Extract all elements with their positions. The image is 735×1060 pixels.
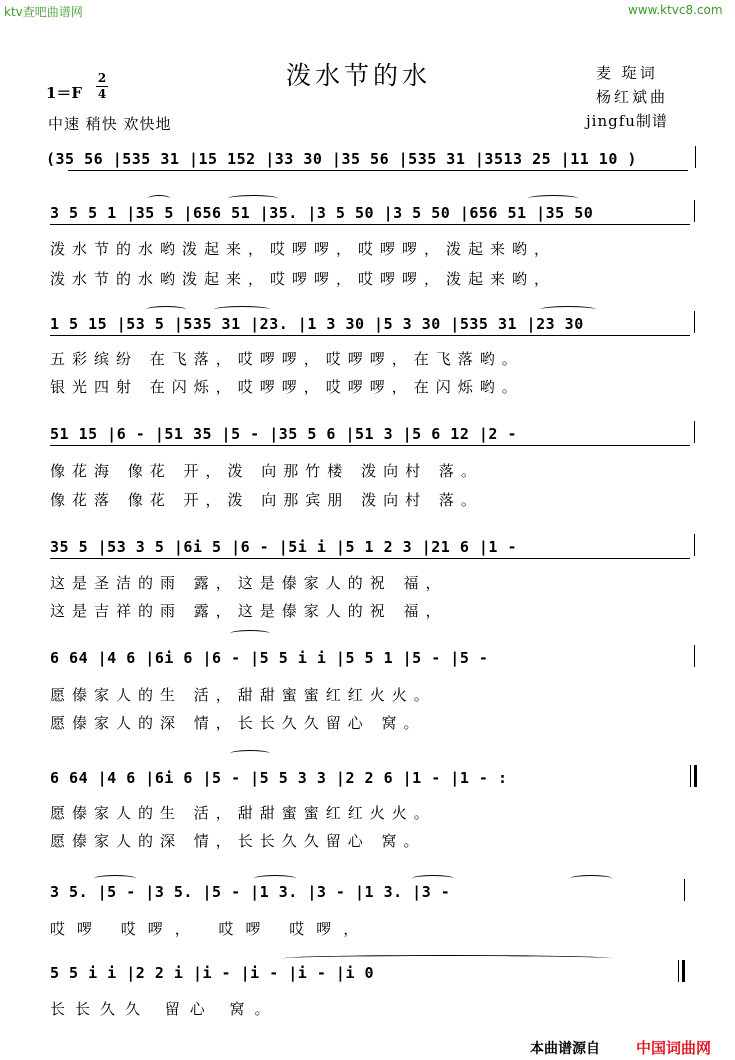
slur <box>230 750 270 757</box>
system-4-lyric-1: 这是圣洁的雨 露，这是傣家人的祝 福， <box>50 574 448 592</box>
system-2-lyric-2: 银光四射 在闪烁，哎啰啰，哎啰啰，在闪烁哟。 <box>50 378 524 396</box>
system-4-end-barline <box>694 534 695 556</box>
slur <box>254 875 296 882</box>
footer-source-label: 本曲谱源自 <box>530 1041 600 1057</box>
time-signature-denominator: 4 <box>97 87 107 101</box>
slur <box>228 195 278 202</box>
system-5-lyric-1: 愿傣家人的生 活，甜甜蜜蜜红红火火。 <box>50 686 436 704</box>
lyricist-credit: 麦 琁词 <box>596 64 658 82</box>
system-6-lyric-1: 愿傣家人的生 活，甜甜蜜蜜红红火火。 <box>50 804 436 822</box>
system-8-final-thin-barline <box>678 960 679 982</box>
song-title: 泼水节的水 <box>286 61 432 90</box>
intro-notes: (35 56 |535 31 |15 152 |33 30 |35 56 |535 31 |3513 25 |11 10 ) <box>46 150 637 168</box>
system-2-notes: 1 5 15 |53 5 |535 31 |23. |1 3 30 |5 3 30 |535 31 |23 30 <box>50 315 584 333</box>
slur <box>540 306 596 313</box>
system-2-rhythm-underline <box>50 335 690 336</box>
intro-end-barline <box>695 146 696 168</box>
system-3-lyric-2: 像花落 像花 开，泼 向那宾朋 泼向村 落。 <box>50 491 483 509</box>
slur <box>214 306 270 313</box>
time-signature-numerator: 2 <box>97 71 107 85</box>
system-5-lyric-2: 愿傣家人的深 情，长长久久留心 窝。 <box>50 714 426 732</box>
system-1-rhythm-underline <box>50 224 690 225</box>
system-3-rhythm-underline <box>50 445 690 446</box>
system-5-end-barline <box>694 645 695 667</box>
slur <box>282 955 612 962</box>
system-8-notes: 5 5 i i |2 2 i |i - |i - |i - |i 0 <box>50 964 375 982</box>
footer-site-name: 中国词曲网 <box>636 1039 712 1057</box>
slur <box>528 195 578 202</box>
slur <box>148 195 170 202</box>
system-3-lyric-1: 像花海 像花 开，泼 向那竹楼 泼向村 落。 <box>50 462 483 480</box>
system-3-end-barline <box>694 421 695 443</box>
slur <box>412 875 454 882</box>
system-1-lyric-1: 泼水节的水哟泼起来，哎啰啰，哎啰啰，泼起来哟， <box>50 240 557 258</box>
system-4-notes: 35 5 |53 3 5 |6i 5 |6 - |5i i |5 1 2 3 |21 6 |1 - <box>50 538 518 556</box>
system-5-notes: 6 64 |4 6 |6i 6 |6 - |5 5 i i |5 5 1 |5 - |5 - <box>50 649 489 667</box>
system-7-end-barline <box>684 879 685 901</box>
slur <box>94 875 136 882</box>
system-8-final-thick-barline <box>682 960 685 982</box>
time-signature <box>96 72 108 101</box>
system-2-end-barline <box>694 311 695 333</box>
tempo-marking: 中速 稍快 欢快地 <box>48 115 172 133</box>
system-4-rhythm-underline <box>50 558 690 559</box>
system-6-notes: 6 64 |4 6 |6i 6 |5 - |5 5 3 3 |2 2 6 |1 - |1 - : <box>50 769 508 787</box>
system-8-lyric-1: 长长久久 留心 窝。 <box>50 1000 280 1018</box>
system-1-notes: 3 5 5 1 |35 5 |656 51 |35. |3 5 50 |3 5 50 |656 51 |35 50 <box>50 204 594 222</box>
system-6-lyric-2: 愿傣家人的深 情，长长久久留心 窝。 <box>50 832 426 850</box>
system-3-notes: 51 15 |6 - |51 35 |5 - |35 5 6 |51 3 |5 6 12 |2 - <box>50 425 518 443</box>
watermark-right: www.ktvc8.com <box>628 3 723 17</box>
key-signature: 1＝F <box>46 84 83 102</box>
intro-rhythm-underline <box>68 170 688 171</box>
composer-credit: 杨红斌曲 <box>596 88 669 106</box>
slur <box>570 875 612 882</box>
system-6-repeat-thick-barline <box>694 765 697 787</box>
watermark-left: ktv查吧曲谱网 <box>4 5 83 19</box>
system-7-lyric-1: 哎啰 哎啰， 哎啰 哎啰， <box>50 920 371 938</box>
engraver-credit: jingfu制谱 <box>586 112 668 130</box>
system-7-notes: 3 5. |5 - |3 5. |5 - |1 3. |3 - |1 3. |3 - <box>50 883 451 901</box>
slur <box>230 630 270 637</box>
system-2-lyric-1: 五彩缤纷 在飞落，哎啰啰，哎啰啰，在飞落哟。 <box>50 350 524 368</box>
system-4-lyric-2: 这是吉祥的雨 露，这是傣家人的祝 福， <box>50 602 448 620</box>
system-6-repeat-thin-barline <box>690 765 691 787</box>
system-1-end-barline <box>694 200 695 222</box>
system-1-lyric-2: 泼水节的水哟泼起来，哎啰啰，哎啰啰，泼起来哟， <box>50 270 557 288</box>
slur <box>146 306 186 313</box>
